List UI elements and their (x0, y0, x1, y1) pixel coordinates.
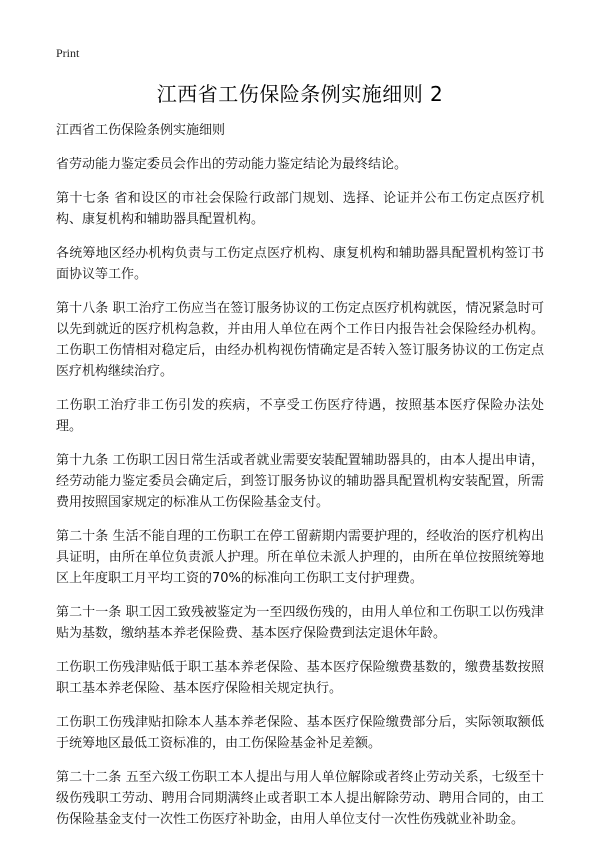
document-title: 江西省工伤保险条例实施细则 2 (156, 82, 444, 106)
paragraph: 省劳动能力鉴定委员会作出的劳动能力鉴定结论为最终结论。 (56, 157, 408, 172)
article-21-paragraph: 第二十一条 职工因工致残被鉴定为一至四级伤残的，由用人单位和工伤职工以伤残津贴为基数，缴纳基本养老保险费、基本医疗保险费到法定退休年龄。 (56, 605, 544, 641)
paragraph: 工伤职工伤残津贴扣除本人基本养老保险、基本医疗保险缴费部分后，实际领取额低于统筹地区最低工资标准的，由工伤保险基金补足差额。 (56, 715, 544, 751)
article-19-paragraph: 第十九条 工伤职工因日常生活或者就业需要安装配置辅助器具的，由本人提出申请，经劳动能力鉴定委员会确定后，到签订服务协议的辅助器具配置机构安装配置，所需费用按照国家规定的标准从工伤保险基金支付。 (56, 453, 544, 510)
article-22-paragraph: 第二十二条 五至六级工伤职工本人提出与用人单位解除或者终止劳动关系，七级至十级伤残职工劳动、聘用合同期满终止或者职工本人提出解除劳动、聘用合同的，由工伤保险基金支付一次性工伤医疗补助金，由用人单位支付一次性伤残就业补助金。 (56, 770, 544, 827)
print-label: Print (56, 46, 80, 60)
subtitle-paragraph: 江西省工伤保险条例实施细则 (56, 123, 226, 138)
article-20-paragraph: 第二十条 生活不能自理的工伤职工在停工留薪期内需要护理的，经收治的医疗机构出具证明，由所在单位负责派人护理。所在单位未派人护理的，由所在单位按照统筹地区上年度职工月平均工资的70%的标准向工伤职工支付护理费。 (56, 529, 544, 586)
article-18-paragraph: 第十八条 职工治疗工伤应当在签订服务协议的工伤定点医疗机构就医，情况紧急时可以先到就近的医疗机构急救，并由用人单位在两个工作日内报告社会保险经办机构。工伤职工伤情相对稳定后，由经办机构视伤情确定是否转入签订服务协议的工伤定点医疗机构继续治疗。 (56, 301, 544, 379)
paragraph: 工伤职工治疗非工伤引发的疾病，不享受工伤医疗待遇，按照基本医疗保险办法处理。 (56, 398, 544, 434)
article-17-paragraph: 第十七条 省和设区的市社会保险行政部门规划、选择、论证并公布工伤定点医疗机构、康复机构和辅助器具配置机构。 (56, 191, 544, 227)
document-body (56, 120, 544, 843)
paragraph: 各统筹地区经办机构负责与工伤定点医疗机构、康复机构和辅助器具配置机构签订书面协议等工作。 (56, 246, 544, 282)
paragraph: 工伤职工伤残津贴低于职工基本养老保险、基本医疗保险缴费基数的，缴费基数按照职工基本养老保险、基本医疗保险相关规定执行。 (56, 660, 544, 696)
